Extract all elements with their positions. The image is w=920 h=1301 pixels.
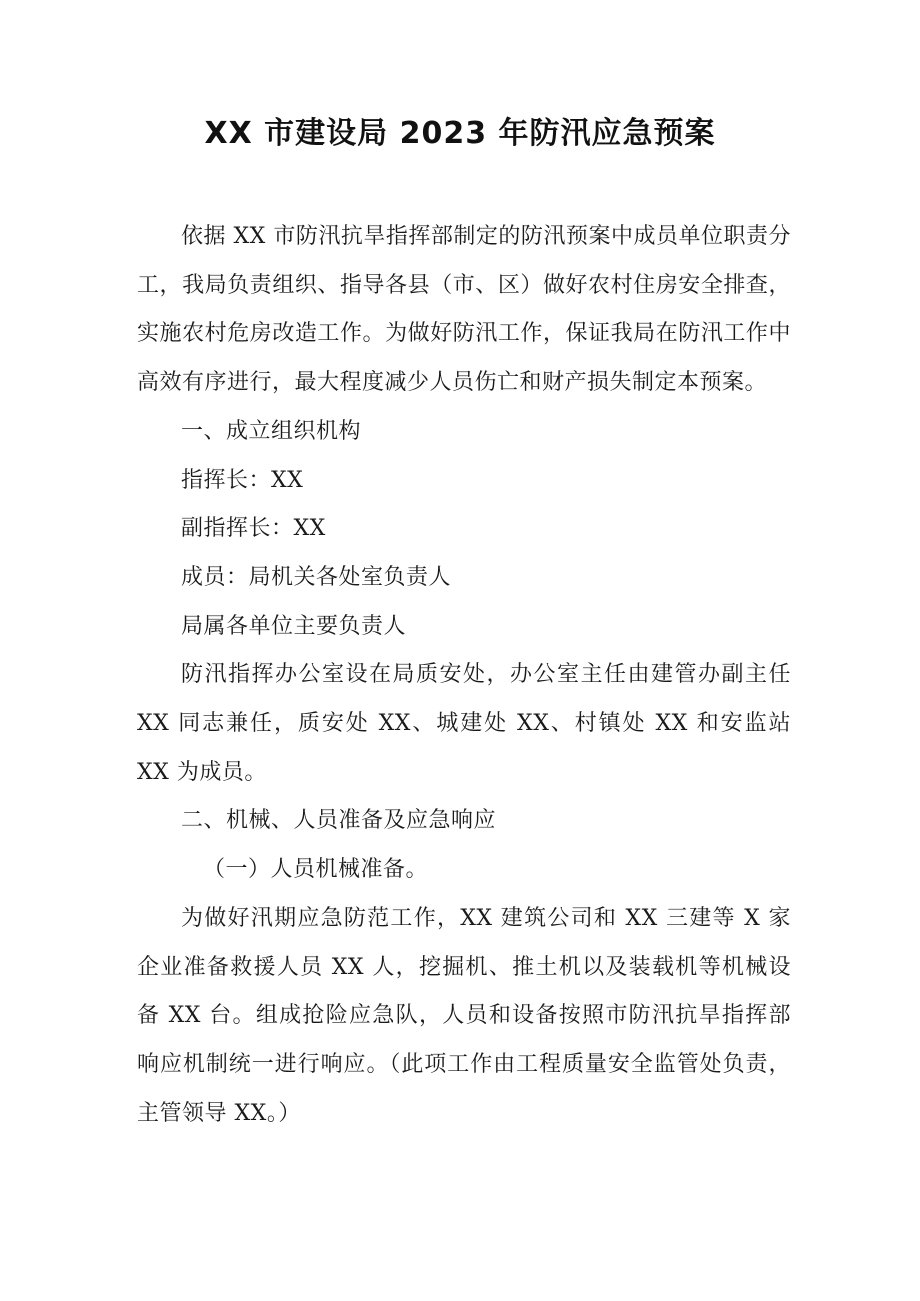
paragraph-basis: 依据 XX 市防汛抗旱指挥部制定的防汛预案中成员单位职责分工，我局负责组织、指导各县（市、区）做好农村住房安全排查，实施农村危房改造工作。为做好防汛工作，保证我局在防汛工作中高效有序进行，最大程度减少人员伤亡和财产损失制定本预案。 bbox=[137, 224, 791, 396]
members-line: 成员：局机关各处室负责人 bbox=[181, 564, 452, 590]
section-heading-organization: 一、成立组织机构 bbox=[181, 418, 362, 444]
commander-line: 指挥长：XX bbox=[181, 467, 304, 493]
deputy-commander-line: 副指挥长：XX bbox=[181, 516, 326, 542]
paragraph-preparation: 为做好汛期应急防范工作，XX 建筑公司和 XX 三建等 X 家企业准备救援人员 XX 人，挖掘机、推土机以及装载机等机械设备 XX 台。组成抢险应急队，人员和设备按照市防汛抗旱指挥部响应机制统一进行响应。（此项工作由工程质量安全监管处负责，主管领导 XX。） bbox=[137, 905, 791, 1126]
paragraph-office: 防汛指挥办公室设在局质安处，办公室主任由建管办副主任 XX 同志兼任，质安处 XX、城建处 XX、村镇处 XX 和安监站 XX 为成员。 bbox=[137, 662, 791, 785]
subsection-heading-preparation: （一）人员机械准备。 bbox=[203, 857, 429, 883]
members-line-2: 局属各单位主要负责人 bbox=[181, 613, 407, 639]
section-heading-response: 二、机械、人员准备及应急响应 bbox=[181, 808, 497, 834]
document-title: XX 市建设局 2023 年防汛应急预案 bbox=[204, 116, 716, 151]
document-body bbox=[137, 213, 791, 1138]
